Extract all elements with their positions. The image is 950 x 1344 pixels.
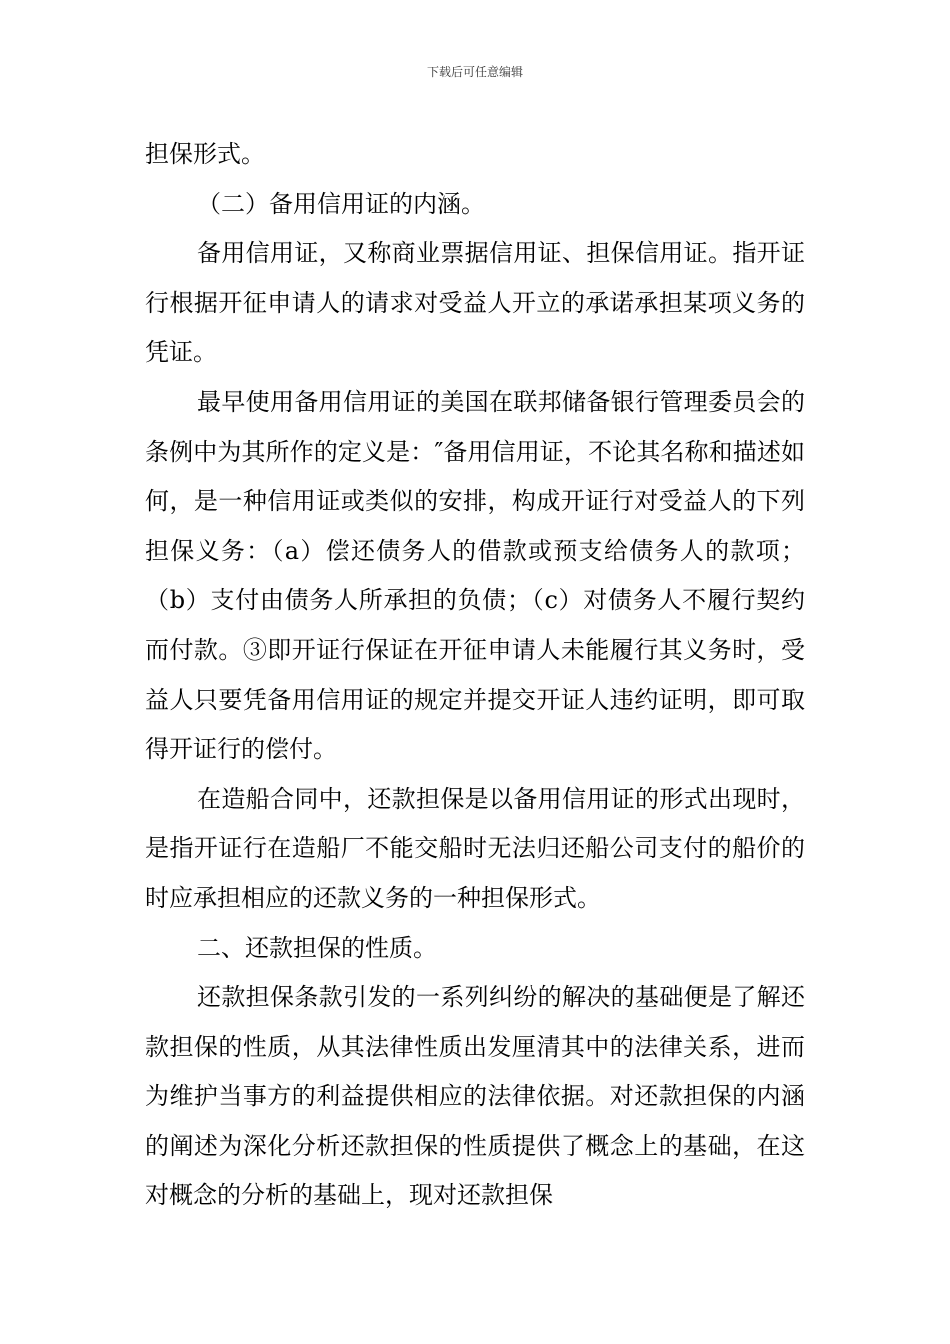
section-heading-nature: 二、还款担保的性质。: [197, 933, 437, 962]
paragraph-standby-lc-definition: 备用信用证，又称商业票据信用证、担保信用证。指开证行根据开征申请人的请求对受益人开立的承诺承担某项义务的凭证。: [145, 239, 805, 367]
paragraph-nature-analysis: 还款担保条款引发的一系列纠纷的解决的基础便是了解还款担保的性质，从其法律性质出发厘清其中的法律关系，进而为维护当事方的利益提供相应的法律依据。对还款担保的内涵的阐述为深化分析还款担保的性质提供了概念上的基础，在这对概念的分析的基础上，现对还款担保: [145, 983, 805, 1210]
page-header: 下载后可任意编辑: [426, 65, 523, 79]
paragraph-continuation: 担保形式。: [145, 140, 265, 168]
paragraph-shipbuilding-contract: 在造船合同中，还款担保是以备用信用证的形式出现时，是指开证行在造船厂不能交船时无法归还船公司支付的船价的时应承担相应的还款义务的一种担保形式。: [145, 784, 805, 912]
section-heading-standby-lc: （二）备用信用证的内涵。: [197, 189, 485, 218]
paragraph-us-federal-reserve-definition: 最早使用备用信用证的美国在联邦储备银行管理委员会的条例中为其所作的定义是：″备用信用证，不论其名称和描述如何，是一种信用证或类似的安排，构成开证行对受益人的下列担保义务：（a）偿还债务人的借款或预支给债务人的款项；（b）支付由债务人所承担的负债；（c）对债务人不履行契约而付款。③即开证行保证在开征申请人未能履行其义务时，受益人只要凭备用信用证的规定并提交开证人违约证明，即可取得开证行的偿付。: [145, 387, 805, 764]
document-body: [145, 130, 805, 1221]
